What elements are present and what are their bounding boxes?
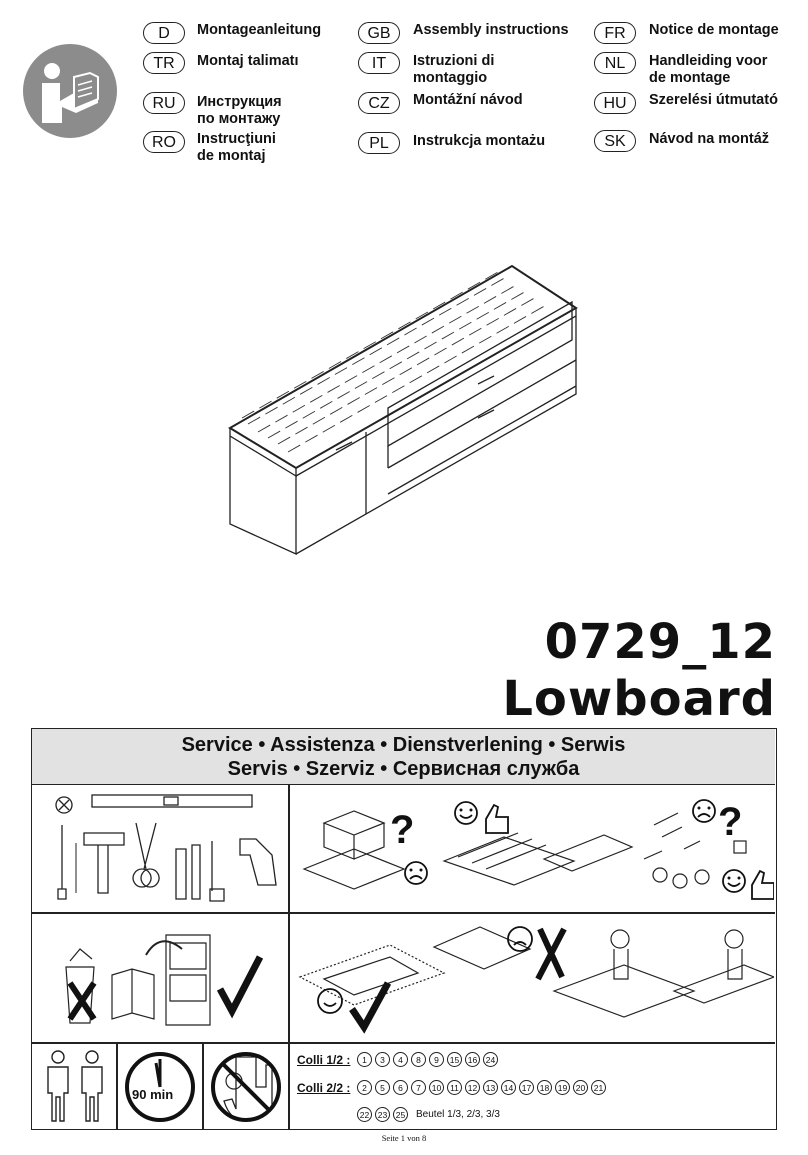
colli-part-number: 14 <box>501 1080 516 1095</box>
question-icon: ? <box>718 800 743 844</box>
colli-part-number: 23 <box>375 1107 390 1122</box>
persons-icon <box>38 1047 114 1127</box>
language-title-gb: Assembly instructions <box>413 22 569 38</box>
service-title-line1: Service • Assistenza • Dienstverlening • Serwis <box>181 734 626 756</box>
hammer-icon <box>84 833 124 893</box>
language-code-sk: SK <box>594 130 636 152</box>
colli-part-number: 20 <box>573 1080 588 1095</box>
filing-cabinet-icon <box>166 935 210 1025</box>
language-code-d: D <box>143 22 185 44</box>
language-code-nl: NL <box>594 52 636 74</box>
happy-face-icon <box>318 989 342 1013</box>
colli-part-number: 3 <box>375 1052 390 1067</box>
reading-person-icon <box>22 43 118 139</box>
colli-part-number: 9 <box>429 1052 444 1067</box>
colli-part-number: 7 <box>411 1080 426 1095</box>
tools-cell <box>36 789 286 909</box>
manual-icon <box>112 969 154 1019</box>
thumbs-up-icon <box>486 805 508 833</box>
colli-part-number: 13 <box>483 1080 498 1095</box>
colli-part-number: 8 <box>411 1052 426 1067</box>
colli-part-number: 19 <box>555 1080 570 1095</box>
colli-part-number: 5 <box>375 1080 390 1095</box>
language-title-tr: Montaj talimatı <box>197 53 299 69</box>
col-divider <box>288 785 290 1042</box>
page-footer: Seite 1 von 8 <box>381 1133 427 1143</box>
question-icon: ? <box>390 808 415 852</box>
col-divider <box>116 1042 118 1129</box>
happy-face-icon <box>723 870 745 892</box>
language-code-hu: HU <box>594 92 636 114</box>
language-code-cz: CZ <box>358 92 400 114</box>
screwdriver-icon <box>58 825 66 899</box>
cross-icon <box>538 929 564 979</box>
colli-part-number: 1 <box>357 1052 372 1067</box>
sad-face-icon <box>693 800 715 822</box>
lowboard-illustration <box>228 262 580 558</box>
happy-face-icon <box>455 802 477 824</box>
language-title-ro: Instrucţiuni de montaj <box>197 131 276 164</box>
colli-part-number: 22 <box>357 1107 372 1122</box>
language-title-hu: Szerelési útmutató <box>649 92 778 108</box>
drill-icon <box>240 839 276 885</box>
check-icon <box>220 957 260 1011</box>
beutel-note: Beutel 1/3, 2/3, 3/3 <box>416 1109 500 1120</box>
service-table <box>31 728 777 1130</box>
scissors-icon <box>133 823 159 887</box>
colli-part-number: 24 <box>483 1052 498 1067</box>
no-children-icon <box>206 1047 286 1127</box>
language-title-ru: Инструкция по монтажу <box>197 94 282 127</box>
sad-face-icon <box>405 862 427 884</box>
language-title-fr: Notice de montage <box>649 22 779 38</box>
language-code-fr: FR <box>594 22 636 44</box>
colli-part-number: 12 <box>465 1080 480 1095</box>
language-title-pl: Instrukcja montażu <box>413 133 546 149</box>
colli-part-number: 11 <box>447 1080 462 1095</box>
row-divider <box>32 912 775 914</box>
service-title-line2: Servis • Szerviz • Сервисная служба <box>227 758 580 780</box>
colli-1-label: Colli 1/2 : <box>297 1053 351 1067</box>
colli-part-number: 6 <box>393 1080 408 1095</box>
time-label: 90 min <box>132 1087 174 1102</box>
colli-part-number: 25 <box>393 1107 408 1122</box>
sad-face-icon <box>508 927 532 951</box>
colli-part-number: 16 <box>465 1052 480 1067</box>
colli-part-number: 17 <box>519 1080 534 1095</box>
language-code-it: IT <box>358 52 400 74</box>
col-divider <box>202 1042 204 1129</box>
colli-part-number: 4 <box>393 1052 408 1067</box>
cross-icon <box>70 983 94 1019</box>
row-divider <box>32 1042 775 1044</box>
language-title-d: Montageanleitung <box>197 22 322 38</box>
colli-part-number: 18 <box>537 1080 552 1095</box>
colli-part-number: 2 <box>357 1080 372 1095</box>
col-divider <box>288 1042 290 1129</box>
colli-2-label: Colli 2/2 : <box>297 1081 351 1095</box>
product-number: 0729_12 <box>544 614 776 670</box>
colli-part-number: 15 <box>447 1052 462 1067</box>
language-title-cz: Montážní návod <box>413 92 523 108</box>
language-code-tr: TR <box>143 52 185 74</box>
service-header <box>32 729 775 785</box>
language-code-ru: RU <box>143 92 185 114</box>
language-title-nl: Handleiding voor de montage <box>649 53 768 86</box>
assembly-surface-cell <box>294 917 774 1039</box>
language-title-sk: Návod na montáž <box>649 131 770 147</box>
packaging-cell <box>294 789 774 909</box>
hex-key-icon <box>176 845 200 899</box>
thumbs-up-icon <box>752 871 774 899</box>
language-code-pl: PL <box>358 132 400 154</box>
product-name: Lowboard <box>502 671 776 727</box>
colli-part-number: 21 <box>591 1080 606 1095</box>
language-code-ro: RO <box>143 131 185 153</box>
keep-manual-cell <box>36 917 286 1039</box>
language-code-gb: GB <box>358 22 400 44</box>
language-title-it: Istruzioni di montaggio <box>413 53 495 86</box>
colli-part-number: 10 <box>429 1080 444 1095</box>
